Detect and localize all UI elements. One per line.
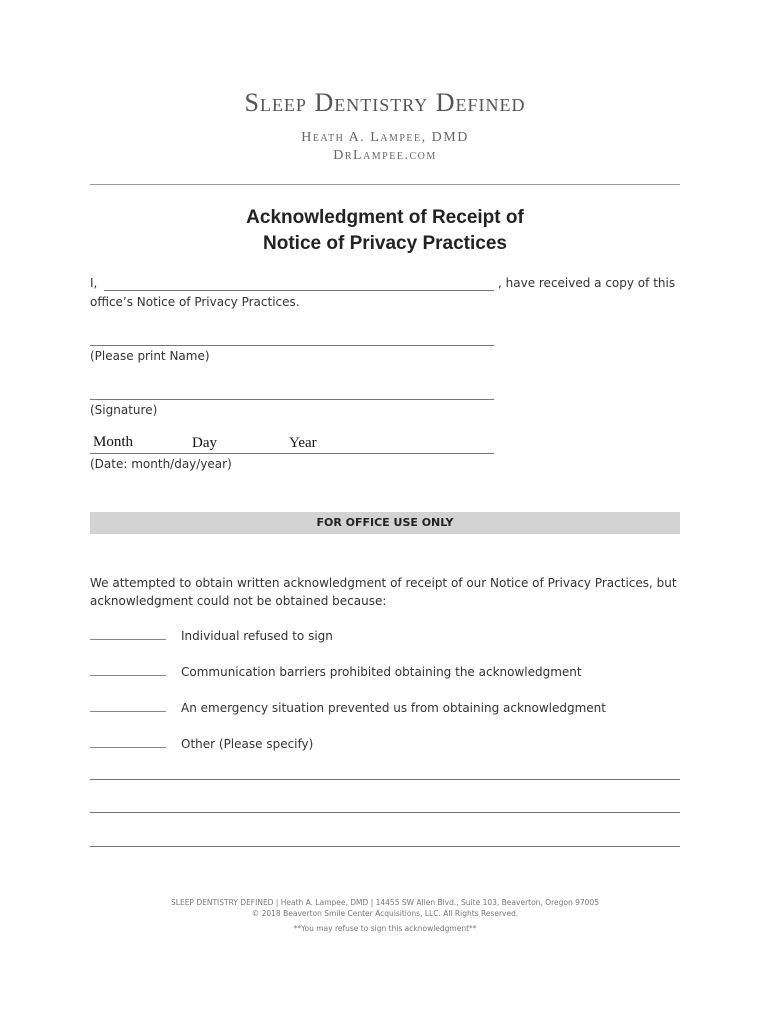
option-emergency: An emergency situation prevented us from obtaining acknowledgment <box>181 701 606 715</box>
date-year: Year <box>289 435 317 451</box>
specify-line-1[interactable] <box>90 779 680 780</box>
practice-brand: Sleep Dentistry Defined <box>244 88 526 117</box>
received-text-cont: office’s Notice of Privacy Practices. <box>90 295 300 309</box>
date-month: Month <box>93 434 134 450</box>
signature-line[interactable] <box>90 399 494 400</box>
office-intro <box>90 574 677 610</box>
footer-address: SLEEP DENTISTRY DEFINED | Heath A. Lampee, DMD | 14455 SW Allen Blvd., Suite 103, Beaverton, Oregon 97005 <box>171 898 599 907</box>
option-checkline-other[interactable] <box>90 747 166 748</box>
received-text: , have received a copy of this <box>498 276 676 290</box>
form-title <box>0 205 770 257</box>
option-checkline-emergency[interactable] <box>90 711 166 712</box>
footer-refuse-note: **You may refuse to sign this acknowledgment** <box>293 924 477 933</box>
option-barriers: Communication barriers prohibited obtaining the acknowledgment <box>181 665 582 679</box>
office-intro-line2: acknowledgment could not be obtained because: <box>90 594 387 608</box>
specify-line-2[interactable] <box>90 812 680 813</box>
header-divider <box>90 184 680 185</box>
option-checkline-refused[interactable] <box>90 639 166 640</box>
office-intro-line1: We attempted to obtain written acknowledgment of receipt of our Notice of Privacy Practices, but <box>90 576 677 590</box>
date-line[interactable] <box>90 453 494 454</box>
doctor-name: Heath A. Lampee, DMD <box>301 130 469 145</box>
name-fill-line[interactable] <box>104 290 494 291</box>
date-day: Day <box>192 435 217 451</box>
signature-label: (Signature) <box>90 403 158 417</box>
practice-website: DrLampee.com <box>333 148 437 163</box>
form-title-line2: Notice of Privacy Practices <box>263 233 507 254</box>
i-prefix: I, <box>90 276 98 290</box>
specify-line-3[interactable] <box>90 846 680 847</box>
option-checkline-barriers[interactable] <box>90 675 166 676</box>
date-label: (Date: month/day/year) <box>90 457 232 471</box>
option-other: Other (Please specify) <box>181 737 314 751</box>
footer-copyright: © 2018 Beaverton Smile Center Acquisitions, LLC. All Rights Reserved. <box>251 909 519 918</box>
form-title-line1: Acknowledgment of Receipt of <box>246 207 524 228</box>
print-name-line[interactable] <box>90 345 494 346</box>
print-name-label: (Please print Name) <box>90 349 210 363</box>
option-refused: Individual refused to sign <box>181 629 333 643</box>
office-use-banner: FOR OFFICE USE ONLY <box>90 512 680 534</box>
